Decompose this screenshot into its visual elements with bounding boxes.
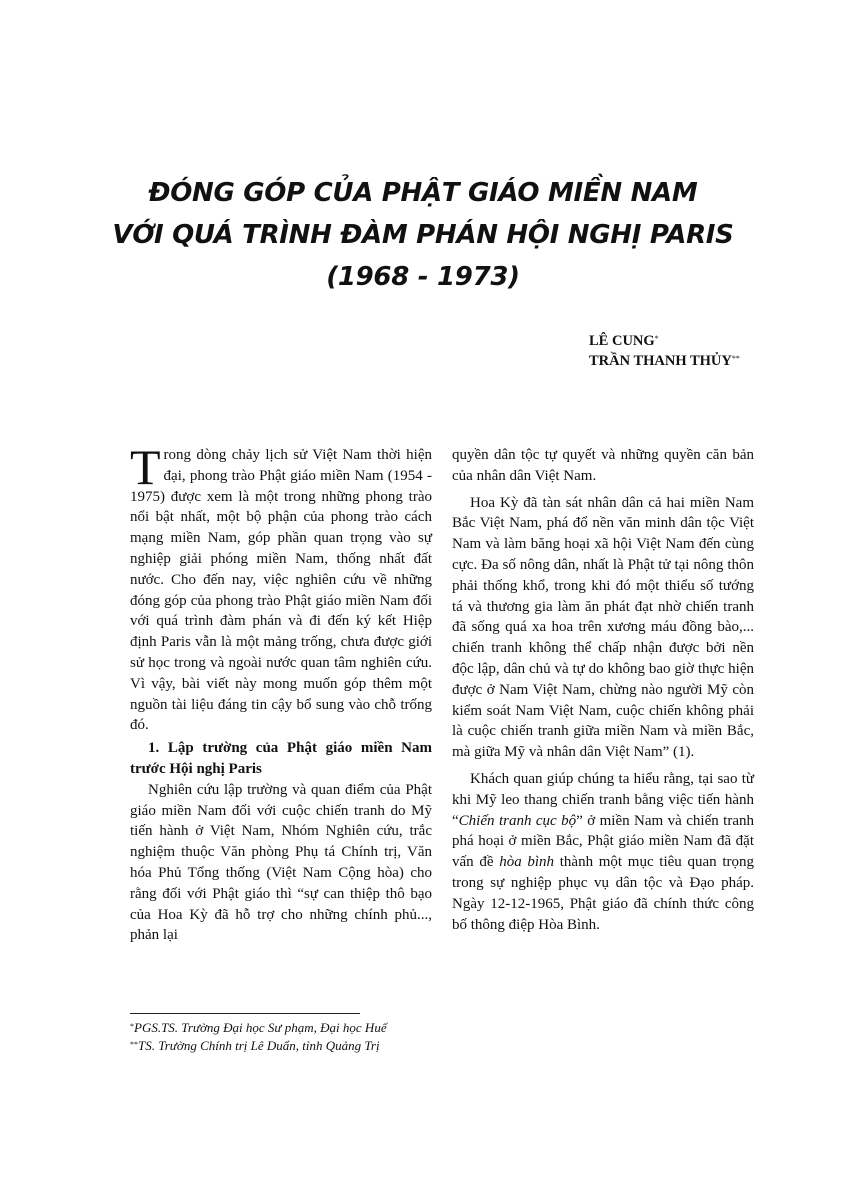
p2-text-2: ” ở miền Nam và chiến tranh phá hoại ở miền Bắc, Phật giáo miền Nam đã đặt vấn đề [452, 812, 755, 871]
author-2 [589, 351, 740, 371]
title-line-1: ĐÓNG GÓP CỦA PHẬT GIÁO MIỀN NAM [148, 178, 698, 208]
right-column [452, 445, 754, 935]
intro-paragraph [130, 439, 432, 736]
right-paragraph-1: Hoa Kỳ đã tàn sát nhân dân cả hai miền Nam Bắc Việt Nam, phá đổ nền văn minh dân tộc Việt Nam và làm băng hoại xã hội Việt Nam đến cùng cực. Đa số nông dân, nhất là Phật tử tại nông thôn phải thống khổ, trong khi đó một thiểu số tướng tá và thương gia làm ăn phát đạt nhờ chiến tranh đã sống quá xa hoa trên xương máu đồng bào,... chiến tranh không thể chấp nhận được bởi nền độc lập, dân chủ và tự do không bao giờ thực hiện được ở Nam Việt Nam, chừng nào người Mỹ còn kiểm soát Nam Việt Nam, cuộc chiến không phải là cuộc chiến tranh giữa miền Nam và miền Bắc, mà giữa Mỹ và nhân dân Việt Nam” (1). [452, 494, 754, 761]
title-line-2: VỚI QUÁ TRÌNH ĐÀM PHÁN HỘI NGHỊ PARIS [112, 220, 734, 250]
right-paragraph-2 [452, 769, 754, 935]
footnote-1-mark: * [130, 1022, 134, 1031]
left-paragraph-2: Nghiên cứu lập trường và quan điểm của Phật giáo miền Nam đối với cuộc chiến tranh do Mỹ tiến hành ở Việt Nam, Nhóm Nghiên cứu, trắc nghiệm thuộc Văn phòng Phụ tá Chính trị, Văn hóa Phủ Tổng thống (Việt Nam Cộng hòa) cho rằng đối với Phật giáo thì “sự can thiệp thô bạo của Hoa Kỳ đã hỗ trợ cho những chính phủ..., phản lại [130, 781, 432, 944]
author-1 [589, 331, 740, 351]
article-title [0, 172, 846, 298]
p2-text-1: Khách quan giúp chúng ta hiểu rằng, tại sao từ khi Mỹ leo thang chiến tranh bằng việc tiến hành “ [452, 770, 754, 829]
author-2-name: TRẦN THANH THỦY [589, 353, 732, 369]
footnote-1-text: PGS.TS. Trường Đại học Sư phạm, Đại học Huế [134, 1020, 387, 1035]
title-line-3: (1968 - 1973) [326, 262, 520, 292]
author-1-name: LÊ CUNG [589, 333, 655, 349]
author-2-mark: ** [731, 354, 740, 363]
section-heading: 1. Lập trường của Phật giáo miền Nam trước Hội nghị Paris [130, 740, 432, 777]
left-column [130, 439, 432, 946]
footnotes [130, 1019, 460, 1055]
intro-text: rong dòng chảy lịch sử Việt Nam thời hiện đại, phong trào Phật giáo miền Nam (1954 - 1975) được xem là một trong những phong trào nổi bật nhất, một bộ phận của phong trào cách mạng miền Nam, góp phần quan trọng vào sự nghiệp giải phóng miền Nam, thống nhất đất nước. Cho đến nay, việc nghiên cứu về những đóng góp của phong trào Phật giáo miền Nam đối với quá trình đàm phán và đi đến ký kết Hiệp định Paris vẫn là một mảng trống, chưa được giới sử học trong và ngoài nước quan tâm nghiên cứu. Vì vậy, bài viết này mong muốn góp thêm một nguồn tài liệu đáng tin cậy bổ sung vào chỗ trống đó. [130, 447, 432, 734]
footnote-1 [130, 1019, 460, 1037]
footnote-2 [130, 1037, 460, 1055]
continuation-paragraph: quyền dân tộc tự quyết và những quyền căn bản của nhân dân Việt Nam. [452, 447, 754, 484]
p2-italic-2: hòa bình [499, 854, 555, 871]
author-list [589, 331, 740, 371]
footnote-divider [130, 1013, 360, 1014]
author-1-mark: * [654, 334, 659, 343]
p2-italic-1: Chiến tranh cục bộ [458, 812, 577, 829]
footnote-2-mark: ** [130, 1040, 138, 1049]
drop-cap: T [130, 439, 161, 495]
p2-text-3: thành một mục tiêu quan trọng trong sự nghiệp phục vụ dân tộc và Đạo pháp. Ngày 12-12-1965, Phật giáo đã chính thức công bố thông điệp Hòa Bình. [452, 854, 754, 933]
footnote-2-text: TS. Trường Chính trị Lê Duẩn, tỉnh Quảng Trị [138, 1038, 380, 1053]
